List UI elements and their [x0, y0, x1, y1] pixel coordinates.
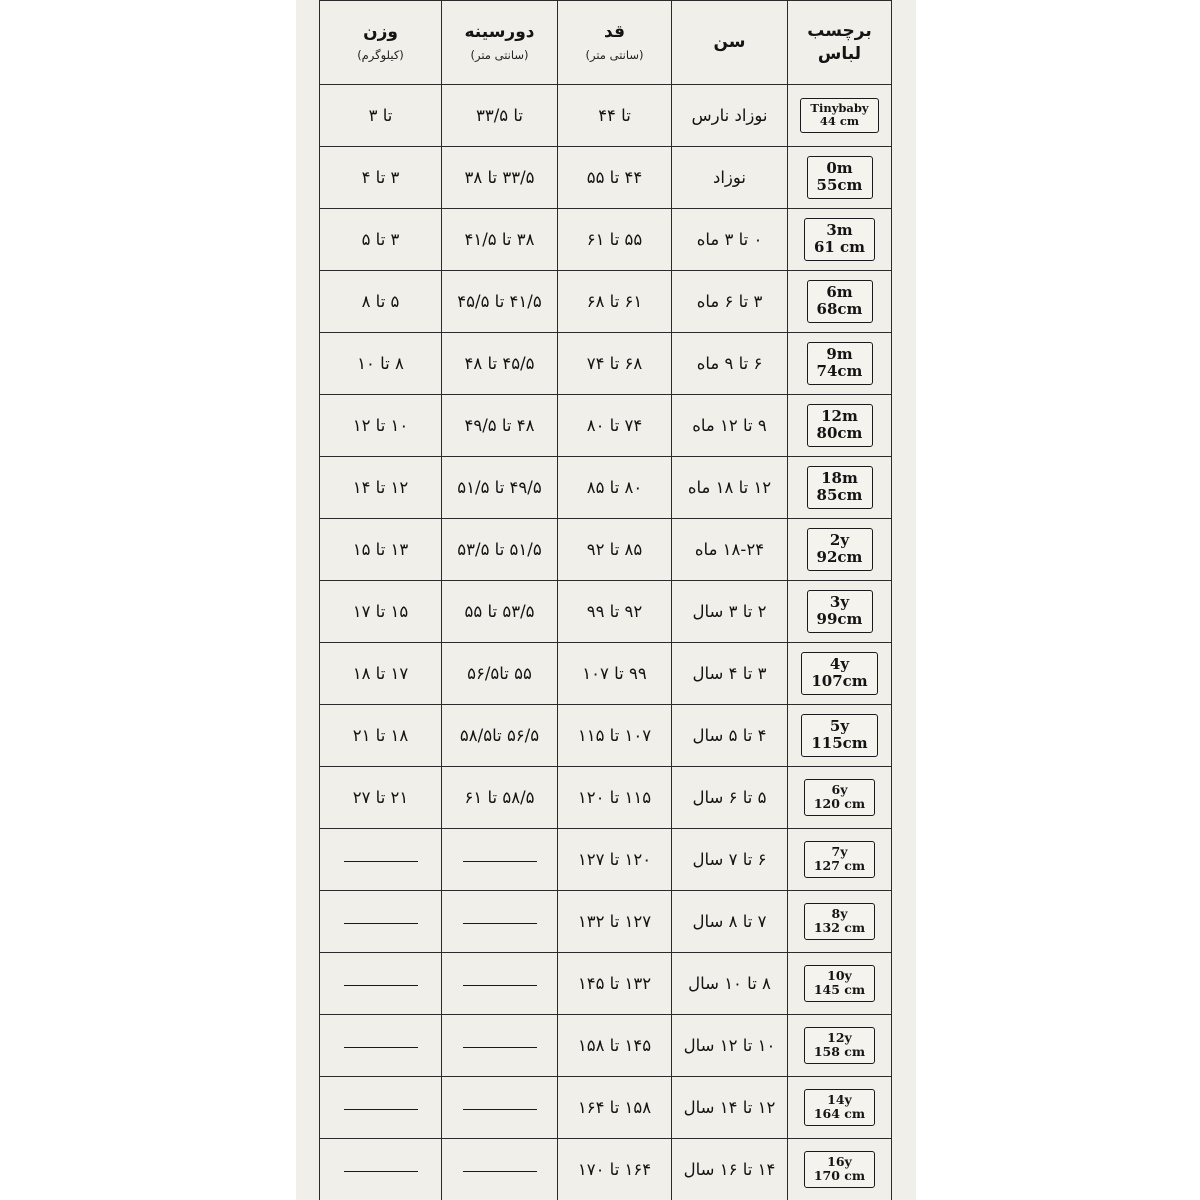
cell-size-label: [788, 767, 892, 829]
cell-weight: [320, 1139, 442, 1200]
cell-age: [672, 953, 788, 1015]
cell-size-label: [788, 1015, 892, 1077]
size-label-bottom: 44 cm: [819, 114, 860, 128]
cell-height: [558, 643, 672, 705]
cell-height-value: ۱۲۷ تا ۱۳۲: [577, 912, 652, 931]
cell-height: [558, 953, 672, 1015]
size-label-bottom: 74cm: [816, 362, 863, 380]
size-label-chip: [804, 1151, 875, 1188]
cell-age-value: ۴ تا ۵ سال: [692, 726, 767, 745]
cell-age: [672, 643, 788, 705]
size-label-bottom: 120 cm: [813, 796, 866, 811]
size-label-top: 12y: [827, 1030, 852, 1045]
size-label-bottom: 158 cm: [813, 1044, 866, 1059]
cell-size-label: [788, 705, 892, 767]
size-label-top: 8y: [831, 906, 848, 921]
empty-dash: [463, 860, 537, 862]
table-row: [320, 1077, 892, 1139]
table-row: [320, 395, 892, 457]
cell-size-label: [788, 1139, 892, 1200]
cell-height: [558, 581, 672, 643]
cell-chest: [442, 271, 558, 333]
cell-chest-value: ۵۳/۵ تا ۵۵: [464, 602, 535, 621]
size-label-chip: [807, 466, 873, 509]
size-label-chip: [800, 98, 878, 133]
cell-size-label: [788, 333, 892, 395]
cell-chest: [442, 209, 558, 271]
size-label-chip: [804, 779, 875, 816]
size-label-bottom: 127 cm: [813, 858, 866, 873]
size-label-bottom: 80cm: [816, 424, 863, 442]
cell-height: [558, 147, 672, 209]
cell-chest-value: ۵۸/۵ تا ۶۱: [464, 788, 535, 807]
table-header: [320, 1, 892, 85]
cell-chest: [442, 395, 558, 457]
cell-weight: [320, 705, 442, 767]
size-label-chip: [804, 965, 875, 1002]
empty-dash: [463, 984, 537, 986]
cell-chest: [442, 891, 558, 953]
cell-height-value: ۱۳۲ تا ۱۴۵: [577, 974, 652, 993]
size-label-chip: [804, 1089, 875, 1126]
cell-size-label: [788, 643, 892, 705]
cell-age: [672, 147, 788, 209]
header-label: [788, 1, 892, 85]
cell-age-value: ۳ تا ۶ ماه: [696, 292, 763, 311]
cell-size-label: [788, 457, 892, 519]
empty-dash: [463, 1046, 537, 1048]
cell-size-label: [788, 829, 892, 891]
header-chest: [442, 1, 558, 85]
header-weight-title: وزن: [363, 22, 398, 43]
size-label-top: 4y: [829, 655, 850, 674]
cell-age: [672, 457, 788, 519]
size-label-bottom: 68cm: [816, 300, 863, 318]
size-label-chip: [807, 342, 873, 385]
cell-chest: [442, 333, 558, 395]
cell-chest-value: ۴۹/۵ تا ۵۱/۵: [457, 478, 542, 497]
cell-height-value: ۹۲ تا ۹۹: [586, 602, 643, 621]
header-row: [320, 1, 892, 85]
size-label-top: 10y: [827, 968, 852, 983]
cell-age: [672, 705, 788, 767]
header-age: [672, 1, 788, 85]
cell-height: [558, 891, 672, 953]
size-label-top: 6m: [826, 283, 853, 302]
cell-weight-value: ۳ تا ۴: [361, 168, 400, 187]
cell-age: [672, 209, 788, 271]
cell-weight: [320, 643, 442, 705]
cell-age: [672, 1139, 788, 1200]
cell-age: [672, 85, 788, 147]
header-chest-unit: (سانتی متر): [470, 48, 529, 63]
cell-size-label: [788, 209, 892, 271]
cell-chest: [442, 1139, 558, 1200]
empty-dash: [463, 1170, 537, 1172]
size-label-bottom: 85cm: [816, 486, 863, 504]
cell-age: [672, 581, 788, 643]
table-row: [320, 1139, 892, 1200]
cell-age-value: ۲ تا ۳ سال: [692, 602, 767, 621]
cell-age-value: ۱۸-۲۴ ماه: [694, 540, 765, 559]
cell-age-value: ۱۲ تا ۱۴ سال: [683, 1098, 776, 1117]
cell-height: [558, 829, 672, 891]
size-label-top: 3y: [829, 593, 850, 612]
cell-size-label: [788, 271, 892, 333]
cell-age-value: ۵ تا ۶ سال: [692, 788, 767, 807]
table-row: [320, 829, 892, 891]
header-height: [558, 1, 672, 85]
cell-age: [672, 1015, 788, 1077]
cell-size-label: [788, 891, 892, 953]
cell-weight: [320, 209, 442, 271]
empty-dash: [463, 1108, 537, 1110]
empty-dash: [344, 922, 418, 924]
cell-chest-value: ۵۱/۵ تا ۵۳/۵: [457, 540, 542, 559]
cell-age-value: نوزاد: [712, 168, 747, 187]
cell-age-value: نوزاد نارس: [691, 106, 768, 125]
cell-size-label: [788, 519, 892, 581]
cell-age-value: ۶ تا ۹ ماه: [696, 354, 763, 373]
cell-chest: [442, 1077, 558, 1139]
cell-chest: [442, 147, 558, 209]
size-label-chip: [807, 528, 873, 571]
cell-age: [672, 271, 788, 333]
cell-height-value: ۱۴۵ تا ۱۵۸: [577, 1036, 652, 1055]
cell-age-value: ۸ تا ۱۰ سال: [688, 974, 771, 993]
header-weight-unit: (کیلوگرم): [357, 48, 404, 63]
cell-weight: [320, 767, 442, 829]
cell-weight-value: ۸ تا ۱۰: [357, 354, 404, 373]
empty-dash: [344, 860, 418, 862]
header-weight: [320, 1, 442, 85]
size-label-bottom: 115cm: [811, 734, 868, 752]
cell-age-value: ۱۴ تا ۱۶ سال: [683, 1160, 776, 1179]
size-label-bottom: 164 cm: [813, 1106, 866, 1121]
cell-height-value: ۴۴ تا ۵۵: [586, 168, 643, 187]
cell-chest: [442, 581, 558, 643]
size-label-top: 16y: [827, 1154, 852, 1169]
cell-age-value: ۳ تا ۴ سال: [692, 664, 767, 683]
cell-chest-value: ۵۶/۵ تا۵۸/۵: [459, 726, 540, 745]
cell-weight: [320, 85, 442, 147]
cell-chest: [442, 643, 558, 705]
cell-height-value: تا ۴۴: [598, 106, 631, 125]
cell-height-value: ۸۰ تا ۸۵: [586, 478, 643, 497]
cell-height: [558, 395, 672, 457]
cell-chest-value: ۴۸ تا ۴۹/۵: [464, 416, 535, 435]
size-label-chip: [804, 903, 875, 940]
table-row: [320, 643, 892, 705]
size-label-bottom: 92cm: [816, 548, 863, 566]
cell-chest-value: ۳۸ تا ۴۱/۵: [464, 230, 535, 249]
cell-height: [558, 705, 672, 767]
empty-dash: [344, 1108, 418, 1110]
table-row: [320, 705, 892, 767]
cell-height: [558, 333, 672, 395]
cell-size-label: [788, 395, 892, 457]
cell-height: [558, 457, 672, 519]
cell-weight: [320, 953, 442, 1015]
size-chart-container: [320, 0, 892, 1200]
size-label-bottom: 61 cm: [813, 238, 866, 256]
table-row: [320, 953, 892, 1015]
cell-height-value: ۸۵ تا ۹۲: [586, 540, 643, 559]
cell-height-value: ۵۵ تا ۶۱: [586, 230, 643, 249]
size-label-bottom: 99cm: [816, 610, 863, 628]
cell-height: [558, 1077, 672, 1139]
size-label-bottom: 170 cm: [813, 1168, 866, 1183]
cell-height: [558, 1139, 672, 1200]
size-label-chip: [801, 652, 877, 695]
cell-height: [558, 519, 672, 581]
size-label-top: 7y: [831, 844, 848, 859]
empty-dash: [344, 1046, 418, 1048]
cell-age-value: ۶ تا ۷ سال: [692, 850, 767, 869]
cell-height: [558, 209, 672, 271]
cell-age: [672, 395, 788, 457]
cell-weight-value: ۱۵ تا ۱۷: [352, 602, 409, 621]
size-label-bottom: 107cm: [811, 672, 868, 690]
cell-height-value: ۱۵۸ تا ۱۶۴: [577, 1098, 652, 1117]
table-row: [320, 333, 892, 395]
cell-weight: [320, 519, 442, 581]
cell-chest: [442, 705, 558, 767]
cell-weight-value: ۱۰ تا ۱۲: [352, 416, 409, 435]
cell-age: [672, 767, 788, 829]
size-label-top: 2y: [829, 531, 850, 550]
cell-size-label: [788, 147, 892, 209]
table-row: [320, 519, 892, 581]
size-label-chip: [807, 590, 873, 633]
cell-chest: [442, 457, 558, 519]
cell-height: [558, 767, 672, 829]
cell-size-label: [788, 1077, 892, 1139]
cell-height-value: ۶۱ تا ۶۸: [586, 292, 643, 311]
size-label-top: 14y: [827, 1092, 852, 1107]
cell-height-value: ۱۲۰ تا ۱۲۷: [577, 850, 652, 869]
cell-chest-value: ۴۵/۵ تا ۴۸: [464, 354, 535, 373]
size-label-bottom: 55cm: [816, 176, 863, 194]
cell-chest-value: تا ۳۳/۵: [475, 106, 524, 125]
size-label-chip: [804, 1027, 875, 1064]
size-label-top: Tinybaby: [810, 101, 869, 116]
cell-weight: [320, 891, 442, 953]
cell-height: [558, 1015, 672, 1077]
cell-weight: [320, 1077, 442, 1139]
cell-age: [672, 519, 788, 581]
size-label-top: 3m: [826, 221, 853, 240]
cell-chest: [442, 829, 558, 891]
cell-weight: [320, 147, 442, 209]
empty-dash: [344, 1170, 418, 1172]
cell-weight: [320, 333, 442, 395]
cell-age-value: ۱۲ تا ۱۸ ماه: [687, 478, 772, 497]
cell-height-value: ۶۸ تا ۷۴: [586, 354, 643, 373]
cell-height-value: ۱۰۷ تا ۱۱۵: [577, 726, 652, 745]
cell-weight-value: ۵ تا ۸: [361, 292, 400, 311]
table-row: [320, 85, 892, 147]
header-age-title: سن: [713, 32, 746, 53]
table-body: [320, 85, 892, 1200]
cell-chest: [442, 1015, 558, 1077]
cell-weight-value: تا ۳: [368, 106, 393, 125]
size-chart-table: [319, 0, 892, 1200]
header-height-unit: (سانتی متر): [585, 48, 644, 63]
cell-height: [558, 271, 672, 333]
size-label-bottom: 145 cm: [813, 982, 866, 997]
size-label-top: 0m: [826, 159, 853, 178]
size-label-chip: [807, 156, 873, 199]
cell-age-value: ۹ تا ۱۲ ماه: [692, 416, 767, 435]
cell-weight-value: ۱۷ تا ۱۸: [352, 664, 409, 683]
empty-dash: [344, 984, 418, 986]
size-label-chip: [804, 841, 875, 878]
cell-chest: [442, 519, 558, 581]
cell-weight: [320, 457, 442, 519]
size-label-chip: [801, 714, 877, 757]
cell-height-value: ۱۶۴ تا ۱۷۰: [577, 1160, 652, 1179]
table-row: [320, 209, 892, 271]
size-label-top: 6y: [831, 782, 848, 797]
cell-weight: [320, 581, 442, 643]
cell-size-label: [788, 953, 892, 1015]
cell-weight: [320, 395, 442, 457]
cell-height: [558, 85, 672, 147]
cell-age-value: ۷ تا ۸ سال: [692, 912, 767, 931]
cell-weight-value: ۳ تا ۵: [361, 230, 400, 249]
cell-age: [672, 891, 788, 953]
cell-age: [672, 829, 788, 891]
table-row: [320, 767, 892, 829]
cell-weight: [320, 1015, 442, 1077]
cell-weight: [320, 829, 442, 891]
cell-size-label: [788, 581, 892, 643]
table-row: [320, 581, 892, 643]
cell-weight-value: ۱۸ تا ۲۱: [352, 726, 409, 745]
table-row: [320, 271, 892, 333]
cell-chest-value: ۳۳/۵ تا ۳۸: [464, 168, 535, 187]
cell-chest: [442, 85, 558, 147]
size-label-top: 12m: [821, 407, 858, 426]
cell-height-value: ۹۹ تا ۱۰۷: [582, 664, 647, 683]
header-label-title: برچسب لباس: [807, 20, 872, 64]
size-label-top: 9m: [826, 345, 853, 364]
size-label-chip: [807, 404, 873, 447]
header-chest-title: دورسینه: [464, 22, 535, 43]
table-row: [320, 1015, 892, 1077]
cell-height-value: ۱۱۵ تا ۱۲۰: [577, 788, 652, 807]
table-row: [320, 457, 892, 519]
empty-dash: [463, 922, 537, 924]
size-label-chip: [807, 280, 873, 323]
cell-chest: [442, 767, 558, 829]
header-height-title: قد: [604, 22, 625, 43]
cell-weight-value: ۱۲ تا ۱۴: [352, 478, 409, 497]
cell-weight: [320, 271, 442, 333]
cell-size-label: [788, 85, 892, 147]
cell-chest-value: ۵۵ تا۵۶/۵: [467, 664, 532, 683]
size-label-chip: [804, 218, 875, 261]
cell-chest-value: ۴۱/۵ تا ۴۵/۵: [457, 292, 542, 311]
size-label-top: 5y: [829, 717, 850, 736]
cell-chest: [442, 953, 558, 1015]
cell-age-value: ۰ تا ۳ ماه: [696, 230, 763, 249]
cell-weight-value: ۲۱ تا ۲۷: [352, 788, 409, 807]
size-label-bottom: 132 cm: [813, 920, 866, 935]
cell-age: [672, 333, 788, 395]
cell-age: [672, 1077, 788, 1139]
table-row: [320, 147, 892, 209]
table-row: [320, 891, 892, 953]
size-label-top: 18m: [821, 469, 858, 488]
cell-weight-value: ۱۳ تا ۱۵: [352, 540, 409, 559]
cell-age-value: ۱۰ تا ۱۲ سال: [683, 1036, 776, 1055]
cell-height-value: ۷۴ تا ۸۰: [586, 416, 643, 435]
